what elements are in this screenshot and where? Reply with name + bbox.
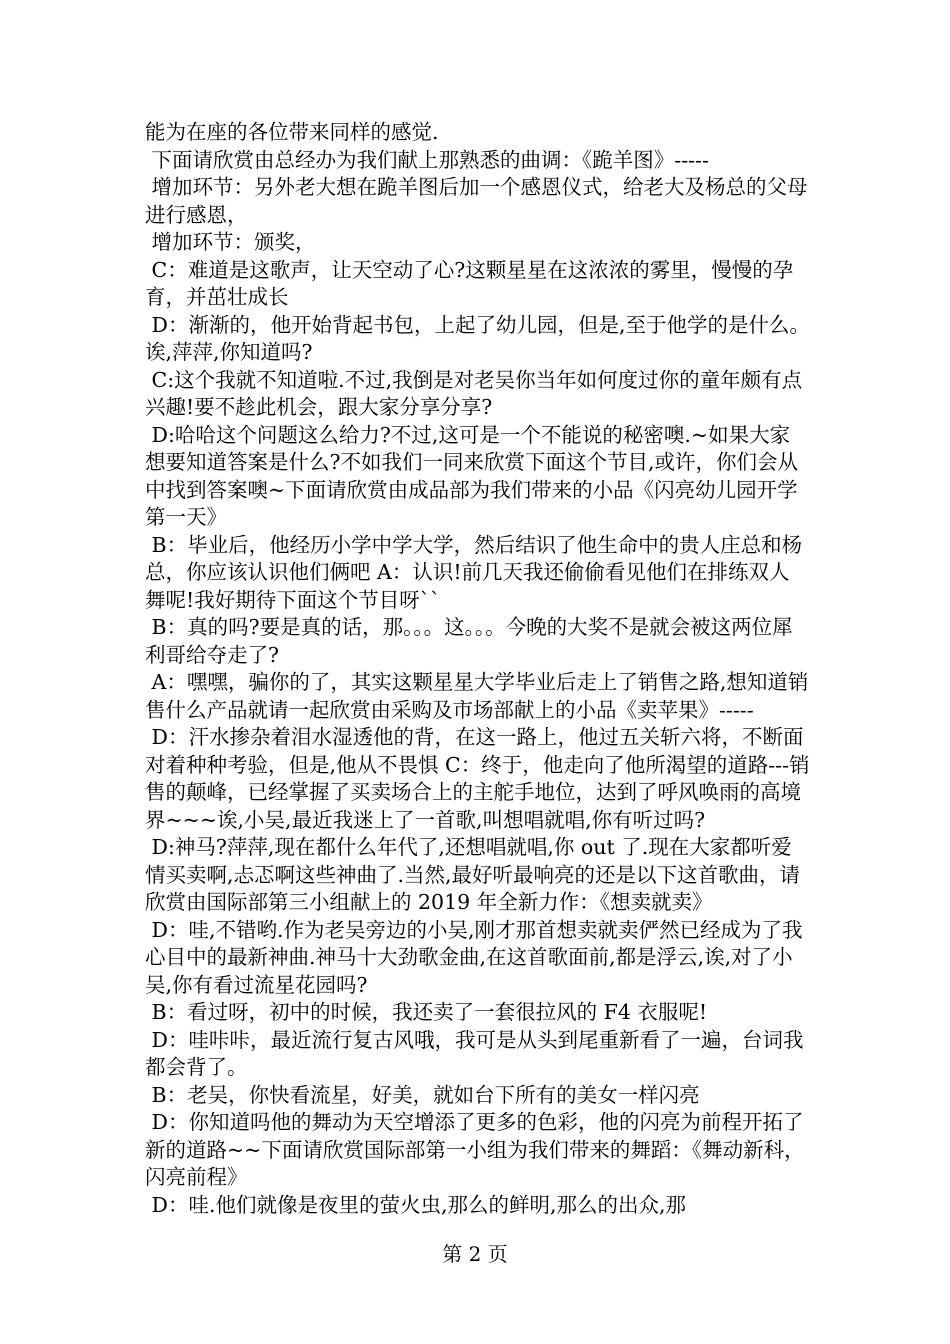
paragraph: D：哇咔咔，最近流行复古风哦，我可是从头到尾重新看了一遍，台词我都会背了。 [145,1027,804,1079]
page-number: 第 2 页 [442,1242,508,1266]
paragraph: B：看过呀，初中的时候，我还卖了一套很拉风的 F4 衣服呢! [145,1000,708,1024]
paragraph: 下面请欣赏由总经办为我们献上那熟悉的曲调：《跪羊图》----- [145,147,709,172]
paragraph: D:神马?萍萍,现在都什么年代了,还想唱就唱,你 out 了.现在大家都听爱情买卖啊,忐忑啊这些神曲了.当然,最好听最响亮的还是以下这首歌曲，请欣赏由国际部第三小组献上的 2019 年全新力作：《想卖就卖》 [145,835,801,914]
paragraph: B：老吴，你快看流星，好美，就如台下所有的美女一样闪亮 [145,1082,700,1107]
paragraph: 能为在座的各位带来同样的感觉. [145,120,439,144]
paragraph: B：毕业后，他经历小学中学大学，然后结识了他生命中的贵人庄总和杨总，你应该认识他们俩吧 A：认识!前几天我还偷偷看见他们在排练双人舞呢!我好期待下面这个节目呀`` [145,532,803,612]
paragraph: C:这个我就不知道啦.不过,我倒是对老吴你当年如何度过你的童年颇有点兴趣!要不趁此机会，跟大家分享分享? [145,367,803,419]
document-body [145,119,810,1219]
paragraph: D：你知道吗他的舞动为天空增添了更多的色彩，他的闪亮为前程开拓了新的道路~~下面请欣赏国际部第一小组为我们带来的舞蹈：《舞动新科，闪亮前程》 [145,1110,805,1189]
paragraph: C：难道是这歌声，让天空动了心?这颗星星在这浓浓的雾里，慢慢的孕育，并茁壮成长 [145,257,794,309]
paragraph: A：嘿嘿，骗你的了，其实这颗星星大学毕业后走上了销售之路,想知道销售什么产品就请一起欣赏由采购及市场部献上的小品《卖苹果》----- [145,670,809,722]
paragraph: B：真的吗?要是真的话，那。。。这。。。今晚的大奖不是就会被这两位犀利哥给夺走了? [145,615,793,667]
paragraph: D:哈哈这个问题这么给力?不过,这可是一个不能说的秘密噢.~如果大家想要知道答案是什么?不如我们一同来欣赏下面这个节目,或许，你们会从中找到答案噢~下面请欣赏由成品部为我们带来的小品《闪亮幼儿园开学第一天》 [145,422,799,529]
paragraph: D：渐渐的，他开始背起书包，上起了幼儿园，但是,至于他学的是什么。诶,萍萍,你知道吗? [145,312,810,364]
paragraph: D：哇.他们就像是夜里的萤火虫,那么的鲜明,那么的出众,那 [145,1192,687,1217]
paragraph: D：哇,不错哟.作为老吴旁边的小吴,刚才那首想卖就卖俨然已经成为了我心目中的最新神曲.神马十大劲歌金曲,在这首歌面前,都是浮云,诶,对了小吴,你有看过流星花园吗? [145,917,803,997]
paragraph: 增加环节：颁奖， [145,230,316,254]
paragraph: 增加环节：另外老大想在跪羊图后加一个感恩仪式，给老大及杨总的父母进行感恩， [145,175,808,227]
paragraph: D：汗水掺杂着泪水湿透他的背，在这一路上，他过五关斩六将，不断面对着种种考验，但是,他从不畏惧 C：终于，他走向了他所渴望的道路---销售的颠峰，已经掌握了买卖场合上的主舵手地位，达到了呼风唤雨的高境界~~~诶,小吴,最近我迷上了一首歌,叫想唱就唱,你有听过吗? [145,725,810,832]
